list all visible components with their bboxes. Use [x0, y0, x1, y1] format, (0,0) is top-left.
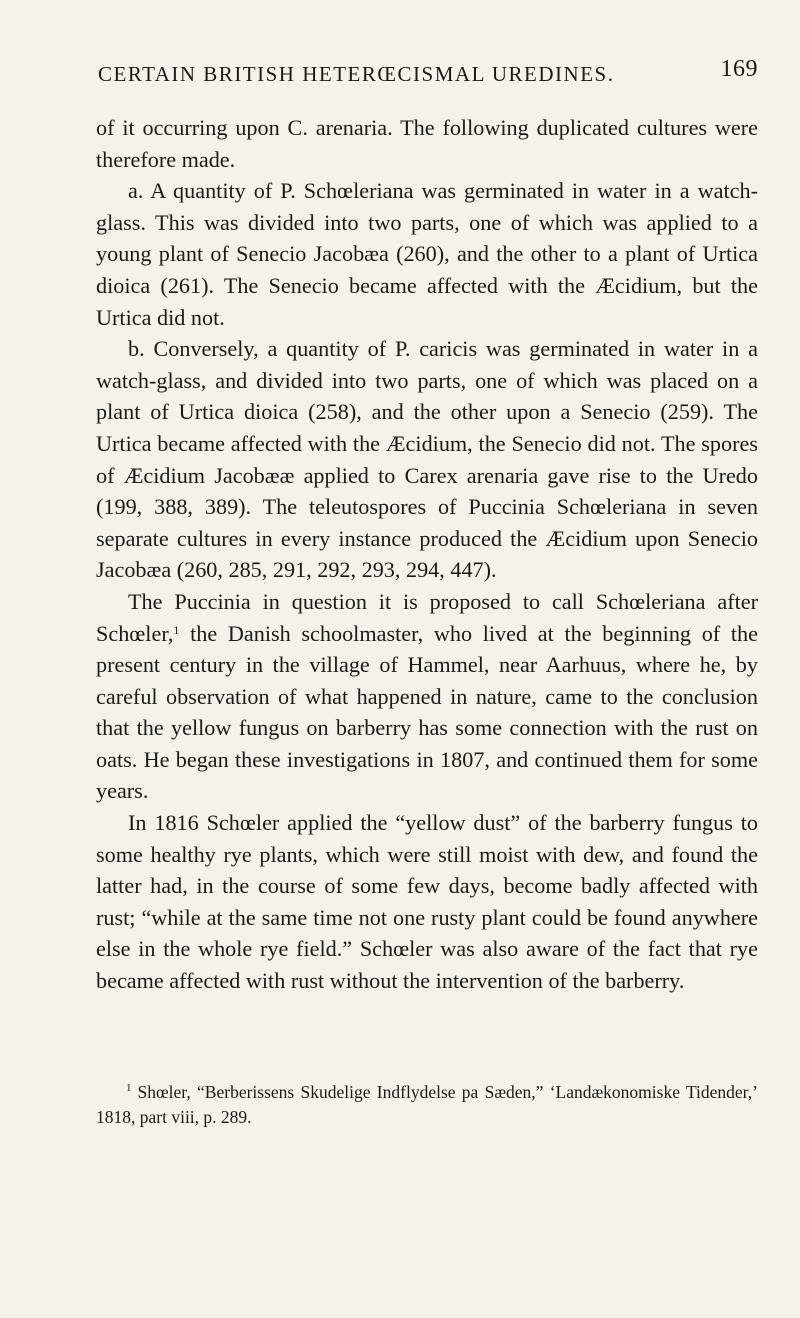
page-number: 169	[720, 56, 758, 82]
paragraph-5: In 1816 Schœler applied the “yellow dust” of the barberry fungus to some healthy rye plants, which were still moist with dew, and found the latter had, in the course of some few days, become badly affected with rust; “while at the same time not one rusty plant could be found anywhere else in the whole rye field.” Schœler was also aware of the fact that rye became affected with rust without the intervention of the barberry.	[96, 810, 758, 994]
paragraph-2: a. A quantity of P. Schœleriana was germinated in water in a watch-glass. This was divided into two parts, one of which was applied to a young plant of Senecio Jacobæa (260), and the other to a plant of Urtica dioica (261). The Senecio became affected with the Æcidium, but the Urtica did not.	[96, 178, 758, 330]
page-header	[98, 56, 758, 92]
paragraph-4-text-b: the Danish schoolmaster, who lived at the beginning of the present century in the village of Hammel, near Aarhuus, where he, by careful observation of what happened in nature, came to the conclusion that the yellow fungus on barberry has some connection with the rust on oats. He began these investigations in 1807, and continued them for some years.	[96, 620, 758, 804]
footnote-marker: 1	[126, 1082, 132, 1094]
paragraph-1: of it occurring upon C. arenaria. The following duplicated cultures were therefore made.	[96, 115, 758, 172]
footnote	[96, 1076, 758, 1130]
footnote-reference: 1	[173, 622, 180, 637]
body-text	[96, 112, 758, 997]
running-title: CERTAIN BRITISH HETERŒCISMAL UREDINES.	[98, 62, 615, 86]
paragraph-3: b. Conversely, a quantity of P. caricis was germinated in water in a watch-glass, and divided into two parts, one of which was placed on a plant of Urtica dioica (258), and the other upon a Senecio (259). The Urtica became affected with the Æcidium, the Senecio did not. The spores of Æcidium Jacobææ applied to Carex arenaria gave rise to the Uredo (199, 388, 389). The teleutospores of Puccinia Schœleriana in seven separate cultures in every instance produced the Æcidium upon Senecio Jacobæa (260, 285, 291, 292, 293, 294, 447).	[96, 336, 758, 583]
paragraph-4-text-a: The Puccinia in question it is proposed to call Schœleriana after Schœler,	[96, 588, 758, 646]
paragraph-4	[96, 586, 758, 807]
footnote-text: Shœler, “Berberissens Skudelige Indflydelse pa Sæden,” ‘Landækonomiske Tidender,’ 1818, part viii, p. 289.	[96, 1082, 758, 1127]
